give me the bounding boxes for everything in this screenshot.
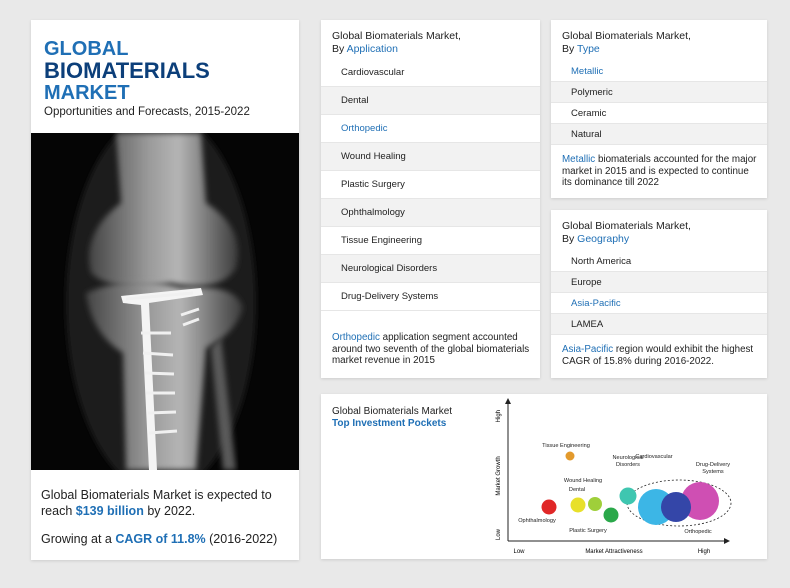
bubble-plastic-surgery [604,508,619,523]
geography-card [551,210,767,378]
type-list [551,61,767,145]
bubble-ophthalmology [542,500,557,515]
y-axis-arrow-icon [505,398,511,404]
subtitle: Opportunities and Forecasts, 2015-2022 [44,106,250,118]
type-note: Metallic biomaterials accounted for the major market in 2015 and is expected to continue its dominance till 2022 [562,154,757,188]
label-cardiovascular: Cardiovascular [635,454,673,460]
x-axis-label: Market Attractiveness [585,549,643,555]
application-card-title: Global Biomaterials Market, By Application [332,30,461,55]
list-item: Plastic Surgery [321,171,540,199]
y-high-label: High [496,410,502,423]
label-orthopedic: Orthopedic [684,529,712,535]
list-item: Orthopedic [321,115,540,143]
type-card-title: Global Biomaterials Market, By Type [562,30,691,55]
title-line-biomaterials: BIOMATERIALS [44,58,210,83]
geography-list [551,251,767,335]
knee-xray-image [31,133,299,470]
list-item: Neurological Disorders [321,255,540,283]
headline-card [31,20,299,560]
label-wound-healing: Wound Healing [563,478,603,484]
list-item: Natural [551,124,767,145]
x-low-label: Low [513,549,525,555]
investment-pockets-card [321,394,767,559]
bubble-dental [571,498,586,513]
list-item: Asia-Pacific [551,293,767,314]
list-item: Polymeric [551,82,767,103]
label-dental: Dental [568,487,586,493]
knee-xray-illustration [31,133,299,470]
list-item: Drug-Delivery Systems [321,283,540,311]
label-ophthalmology: Ophthalmology [518,518,556,524]
geography-card-title: Global Biomaterials Market, By Geography [562,220,691,245]
list-item: North America [551,251,767,272]
bubble-tissue-engineering [566,452,575,461]
list-item: Ophthalmology [321,199,540,227]
market-size-statement: Global Biomaterials Market is expected to reach $139 billion by 2022. [41,488,272,518]
list-item: Wound Healing [321,143,540,171]
y-low-label: Low [496,528,502,540]
bubble-wound-healing [588,497,602,511]
application-list [321,59,540,311]
list-item: Ceramic [551,103,767,124]
cagr-highlight: CAGR of 11.8% [115,532,206,546]
application-note: Orthopedic application segment accounted around two seventh of the global biomaterials market revenue in 2015 [332,332,530,366]
list-item: Europe [551,272,767,293]
cagr-statement: Growing at a CAGR of 11.8% (2016-2022) [41,532,278,546]
list-item: Metallic [551,61,767,82]
bubble-neurological-disorders [620,488,637,505]
investment-pockets-title: Global Biomaterials Market Top Investment Pockets [332,406,453,429]
list-item: LAMEA [551,314,767,335]
label-tissue-engineering: Tissue Engineering [542,443,590,449]
list-item: Tissue Engineering [321,227,540,255]
label-neurological-disorders: Neurological Disorders [612,455,644,468]
list-item: Dental [321,87,540,115]
label-drug-delivery-systems: Drug-Delivery Systems [695,462,731,475]
application-card [321,20,540,378]
y-axis-label: Market Growth [496,456,502,496]
title-line-market: MARKET [44,82,130,104]
investment-pockets-chart [486,394,767,559]
x-high-label: High [697,549,711,555]
type-card [551,20,767,198]
main-title [44,38,210,104]
title-line-global: GLOBAL [44,38,129,60]
label-plastic-surgery: Plastic Surgery [569,528,607,534]
geography-note: Asia-Pacific region would exhibit the highest CAGR of 15.8% during 2016-2022. [562,344,754,367]
bubble-orthopedic [661,492,691,522]
x-axis-arrow-icon [724,538,730,544]
list-item: Cardiovascular [321,59,540,87]
market-value-highlight: $139 billion [75,504,144,518]
